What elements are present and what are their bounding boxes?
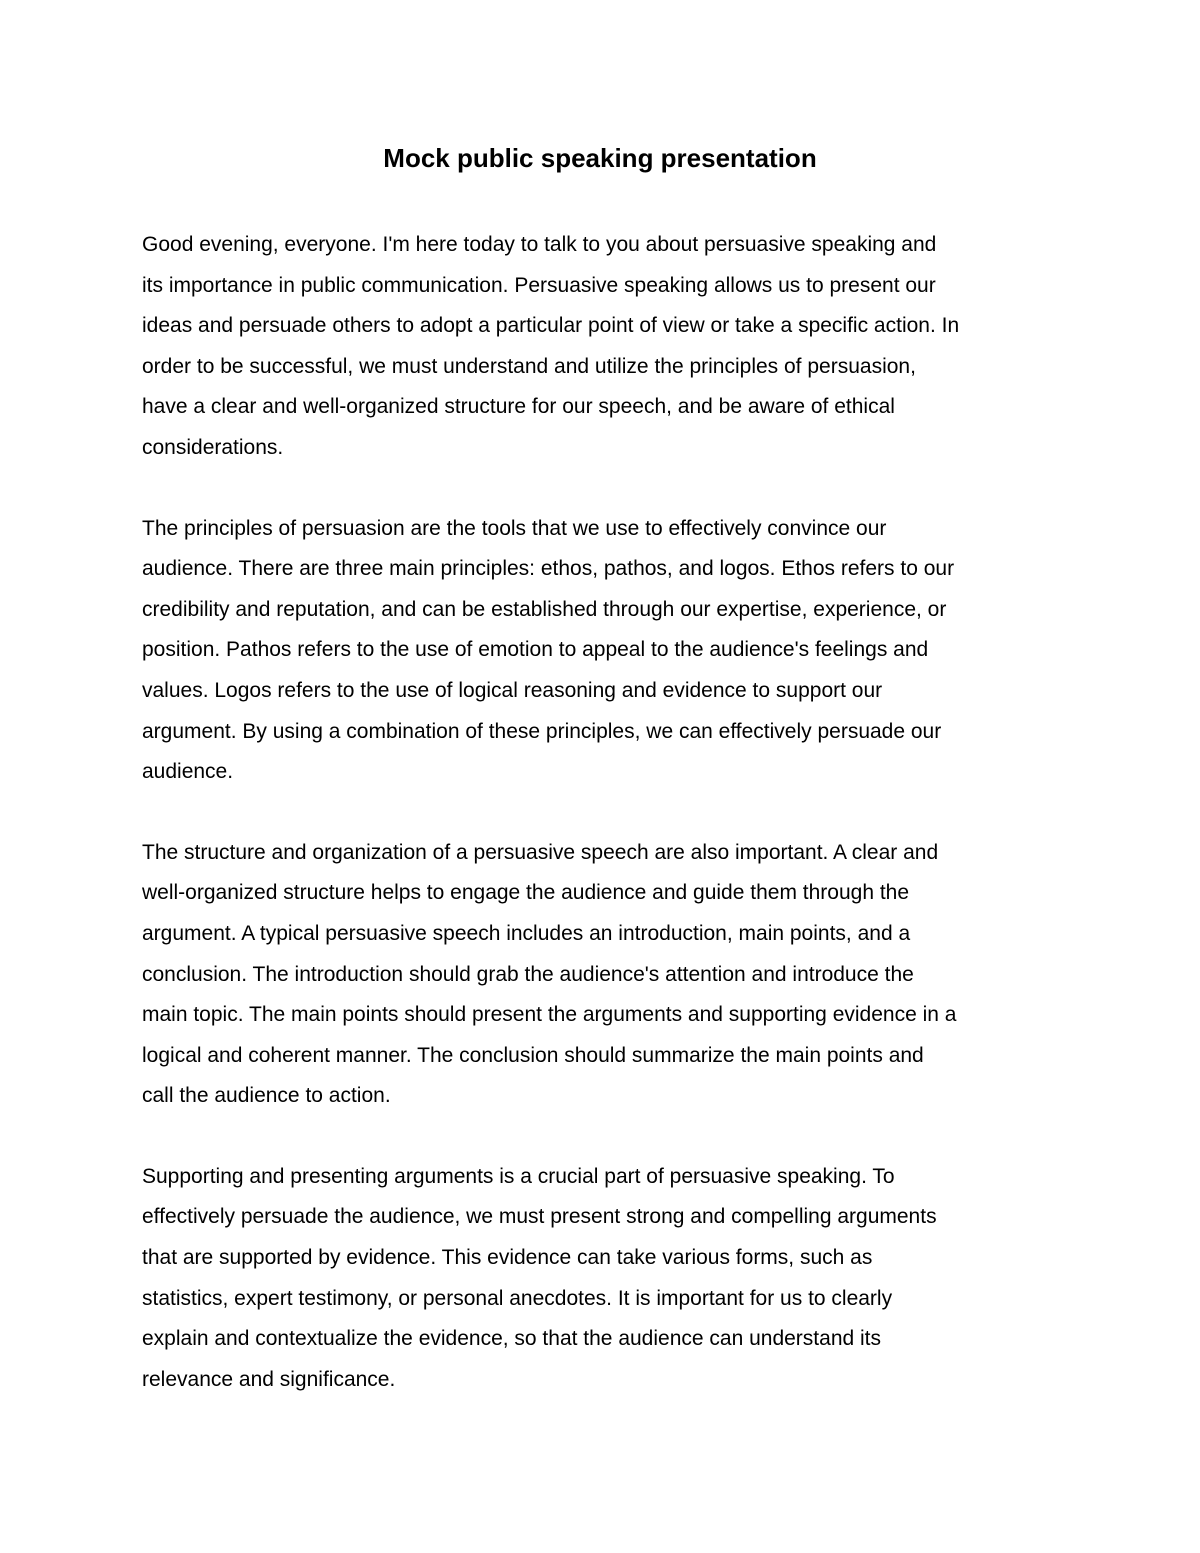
text-line: argument. A typical persuasive speech includes an introduction, main points, and a (142, 921, 911, 945)
paragraph-principles (142, 509, 1067, 793)
text-line: values. Logos refers to the use of logical reasoning and evidence to support our (142, 678, 883, 702)
text-line: have a clear and well-organized structure for our speech, and be aware of ethical (142, 395, 895, 419)
text-line: effectively persuade the audience, we must present strong and compelling arguments (142, 1205, 937, 1229)
text-line: logical and coherent manner. The conclusion should summarize the main points and (142, 1043, 924, 1067)
text-line: relevance and significance. (142, 1367, 396, 1391)
text-line: audience. There are three main principles: ethos, pathos, and logos. Ethos refers to our (142, 557, 955, 581)
text-line: ideas and persuade others to adopt a particular point of view or take a specific action. In (142, 314, 960, 338)
text-line: credibility and reputation, and can be established through our expertise, experience, or (142, 597, 947, 621)
text-line: argument. By using a combination of these principles, we can effectively persuade our (142, 719, 942, 743)
text-line: Good evening, everyone. I'm here today to talk to you about persuasive speaking and (142, 233, 937, 256)
text-line: its importance in public communication. Persuasive speaking allows us to present our (142, 273, 936, 297)
text-line: The structure and organization of a persuasive speech are also important. A clear and (142, 840, 939, 864)
text-line: audience. (142, 760, 234, 784)
document-body (142, 225, 1067, 1440)
text-line: considerations. (142, 435, 284, 459)
paragraph-structure (142, 833, 1067, 1117)
text-line: call the audience to action. (142, 1084, 391, 1108)
text-line: The principles of persuasion are the tools that we use to effectively convince our (142, 516, 887, 540)
text-line: position. Pathos refers to the use of emotion to appeal to the audience's feelings and (142, 638, 929, 662)
text-line: explain and contextualize the evidence, so that the audience can understand its (142, 1327, 882, 1351)
paragraph-introduction (142, 225, 1067, 469)
text-line: Supporting and presenting arguments is a crucial part of persuasive speaking. To (142, 1164, 895, 1188)
text-line: that are supported by evidence. This evidence can take various forms, such as (142, 1246, 873, 1270)
text-line: order to be successful, we must understand and utilize the principles of persuasion, (142, 354, 916, 378)
document-title: Mock public speaking presentation (383, 143, 817, 173)
text-line: main topic. The main points should present the arguments and supporting evidence in a (142, 1003, 957, 1027)
text-line: conclusion. The introduction should grab the audience's attention and introduce the (142, 962, 914, 986)
text-line: well-organized structure helps to engage the audience and guide them through the (142, 881, 910, 905)
text-line: statistics, expert testimony, or personal anecdotes. It is important for us to clearly (142, 1286, 893, 1310)
paragraph-arguments (142, 1157, 1067, 1401)
